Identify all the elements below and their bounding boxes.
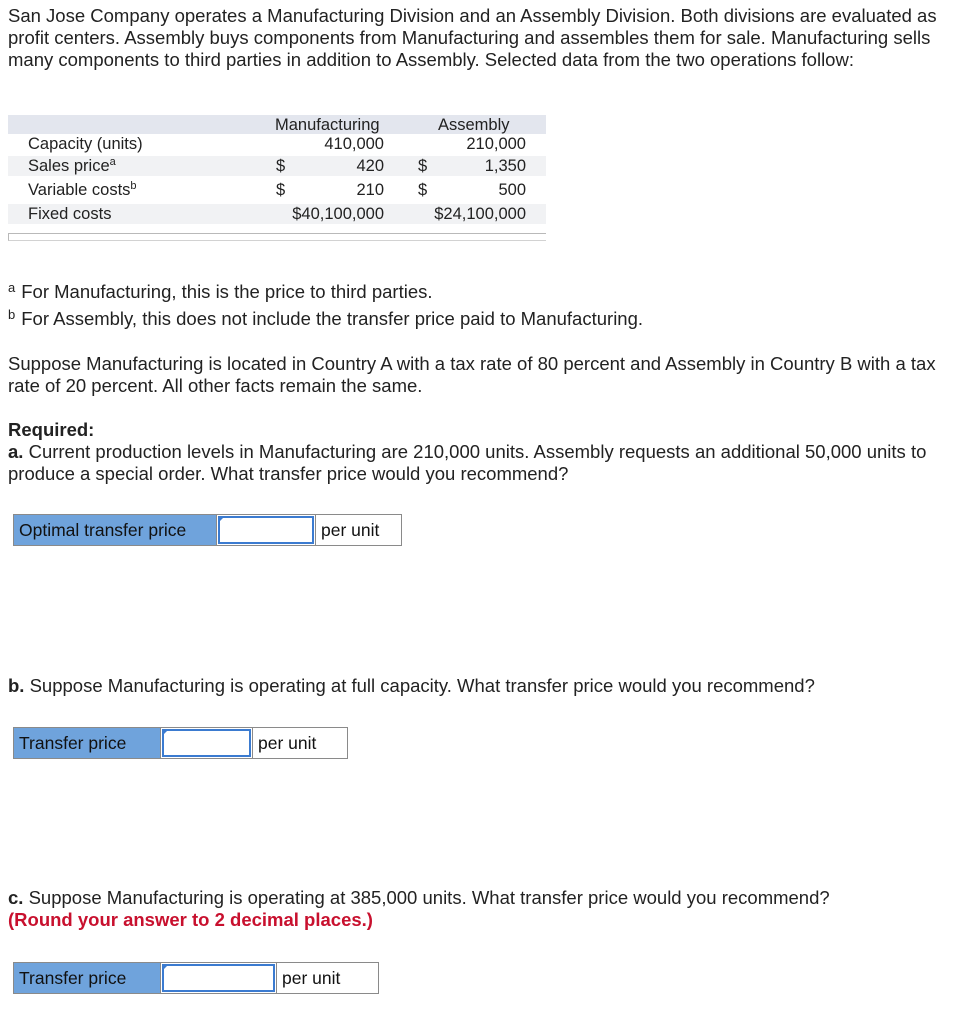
transfer-price-input[interactable] [162, 964, 275, 992]
per-unit-label: per unit [315, 515, 401, 545]
header-assembly: Assembly [438, 116, 510, 134]
transfer-price-input[interactable] [162, 729, 251, 757]
per-unit-label: per unit [252, 728, 347, 758]
table-row [8, 134, 546, 154]
assembly-value: $24,100,000 [434, 205, 526, 223]
assembly-value: 500 [498, 181, 526, 199]
dollar-sign: $ [418, 181, 428, 199]
part-c-answer-row [13, 962, 379, 994]
header-manufacturing: Manufacturing [275, 116, 380, 134]
transfer-price-label: Transfer price [14, 963, 161, 993]
transfer-price-label: Transfer price [14, 728, 161, 758]
manufacturing-value: 210 [356, 181, 384, 199]
row-label: Capacity (units) [28, 135, 143, 153]
assembly-value: 1,350 [484, 157, 526, 175]
row-label: Variable costs$^b$ [28, 180, 137, 199]
scenario-text: Suppose Manufacturing is located in Country A with a tax rate of 80 percent and Assembly in Country B with a tax rate of 20 percent. All other facts remain the same. [8, 353, 936, 396]
optimal-transfer-price-input[interactable] [218, 516, 314, 544]
manufacturing-value: 410,000 [324, 135, 384, 153]
assembly-value: 210,000 [466, 135, 526, 153]
row-label: Fixed costs [28, 205, 112, 223]
footnote-b: $^b$ For Assembly, this does not include the transfer price paid to Manufacturing. [8, 307, 644, 329]
required-heading: Required: [8, 419, 95, 440]
footnote-a: $^a$ For Manufacturing, this is the price to third parties. [8, 280, 433, 302]
table-bottom-rule [8, 233, 546, 241]
part-b-question: b. Suppose Manufacturing is operating at full capacity. What transfer price would you recommend? [8, 675, 815, 696]
part-a-question: a. Current production levels in Manufacturing are 210,000 units. Assembly requests an additional 50,000 units to produce a special order. What transfer price would you recommend? [8, 441, 927, 484]
manufacturing-value: 420 [356, 157, 384, 175]
row-label: Sales price$^a$ [28, 156, 116, 175]
part-c-question: c. Suppose Manufacturing is operating at 385,000 units. What transfer price would you recommend? [8, 887, 830, 908]
table-row [8, 156, 546, 176]
optimal-transfer-price-label: Optimal transfer price [14, 515, 217, 545]
rounding-note: (Round your answer to 2 decimal places.) [8, 909, 373, 930]
table-row [8, 180, 546, 200]
intro-text: San Jose Company operates a Manufacturing Division and an Assembly Division. Both divisions are evaluated as profit centers. Assembly buys components from Manufacturing and assembles them for sale. Manufacturing sells many components to third parties in addition to Assembly. Selected data from the two operations follow: [8, 5, 937, 70]
manufacturing-value: $40,100,000 [292, 205, 384, 223]
per-unit-label: per unit [276, 963, 378, 993]
dollar-sign: $ [418, 157, 428, 175]
dollar-sign: $ [276, 157, 286, 175]
table-row [8, 204, 546, 224]
dollar-sign: $ [276, 181, 286, 199]
part-a-answer-row [13, 514, 402, 546]
part-b-answer-row [13, 727, 348, 759]
